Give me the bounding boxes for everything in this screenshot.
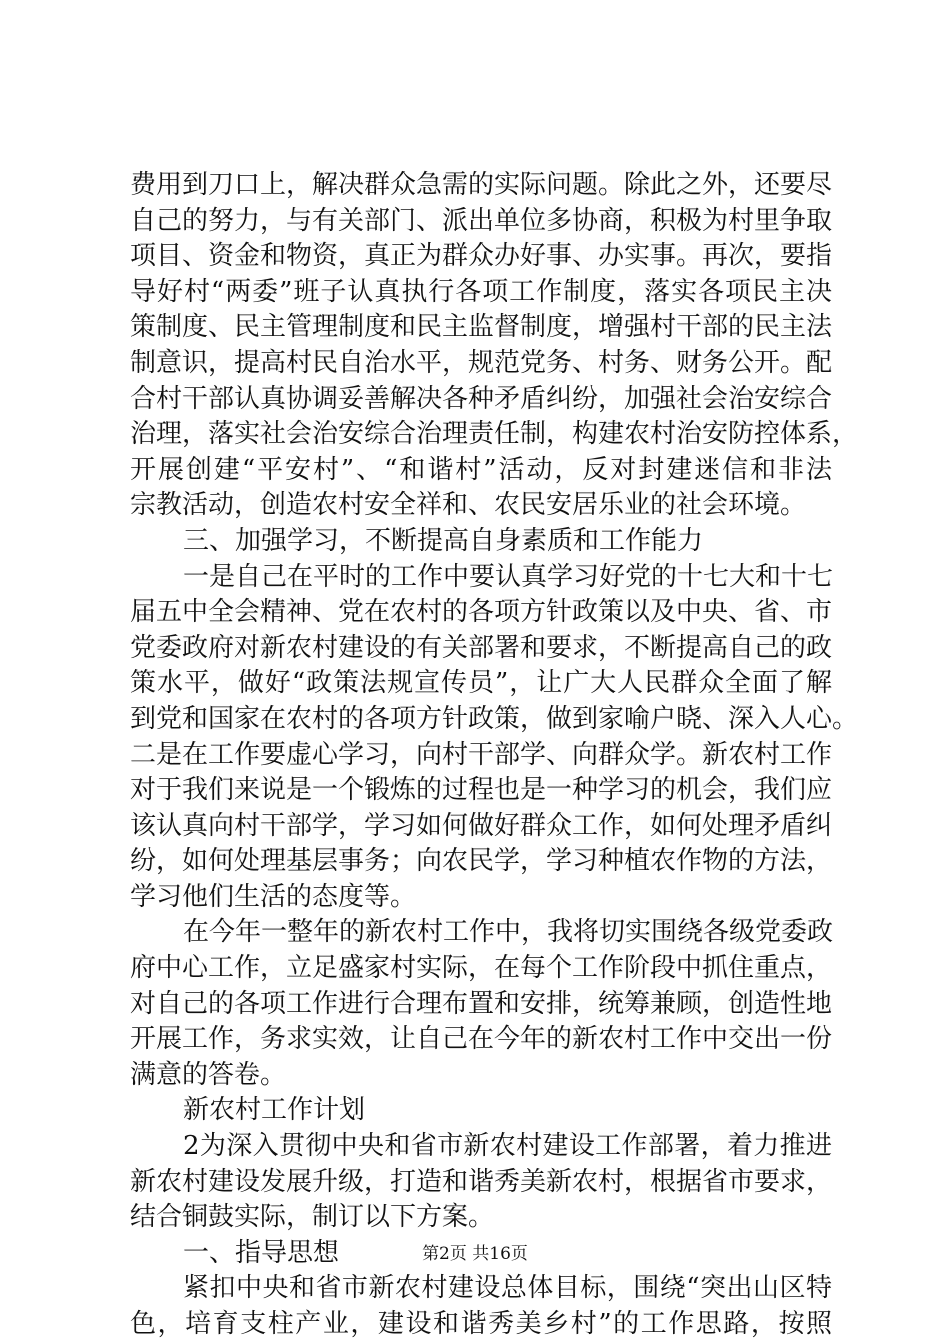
text-line: 府中心工作，立足盛家村实际，在每个工作阶段中抓住重点，	[130, 953, 833, 984]
text-line: 对自己的各项工作进行合理布置和安排，统筹兼顾，创造性地	[130, 988, 833, 1019]
text-line: 满意的答卷。	[130, 1059, 287, 1090]
text-line: 自己的努力，与有关部门、派出单位多协商，积极为村里争取	[130, 205, 833, 236]
text-line: 策制度、民主管理制度和民主监督制度，增强村干部的民主法	[130, 312, 833, 343]
text-line: 色，培育支柱产业，建设和谐秀美乡村”的工作思路，按照	[130, 1309, 832, 1339]
text-line: 党委政府对新农村建设的有关部署和要求，不断提高自己的政	[130, 632, 833, 663]
document-body	[130, 168, 859, 1343]
section-heading: 一、指导思想	[183, 1237, 340, 1268]
text-line: 对于我们来说是一个锻炼的过程也是一种学习的机会，我们应	[130, 775, 833, 806]
page-number-footer: 第2页 共16页	[422, 1244, 528, 1264]
section-heading: 三、加强学习，不断提高自身素质和工作能力	[183, 525, 704, 556]
text-line: 到党和国家在农村的各项方针政策，做到家喻户晓、深入人心。	[130, 703, 859, 734]
text-line: 新农村建设发展升级，打造和谐秀美新农村，根据省市要求，	[130, 1166, 833, 1197]
text-line: 2为深入贯彻中央和省市新农村建设工作部署，着力推进	[183, 1131, 832, 1162]
text-line: 在今年一整年的新农村工作中，我将切实围绕各级党委政	[183, 917, 834, 948]
text-line: 开展创建“平安村”、“和谐村”活动，反对封建迷信和非法	[130, 454, 832, 485]
text-line: 纷，如何处理基层事务；向农民学，学习种植农作物的方法，	[130, 846, 833, 877]
text-line: 该认真向村干部学，学习如何做好群众工作，如何处理矛盾纠	[130, 810, 833, 841]
text-line: 学习他们生活的态度等。	[130, 881, 417, 912]
text-line: 开展工作，务求实效，让自己在今年的新农村工作中交出一份	[130, 1024, 833, 1055]
text-line: 届五中全会精神、党在农村的各项方针政策以及中央、省、市	[130, 597, 833, 628]
text-line: 导好村“两委”班子认真执行各项工作制度，落实各项民主决	[130, 276, 832, 307]
text-line: 结合铜鼓实际，制订以下方案。	[130, 1202, 495, 1233]
text-line: 制意识，提高村民自治水平，规范党务、村务、财务公开。配	[130, 347, 833, 378]
section-title: 新农村工作计划	[183, 1095, 366, 1126]
text-line: 紧扣中央和省市新农村建设总体目标，围绕“突出山区特	[183, 1273, 832, 1304]
text-line: 一是自己在平时的工作中要认真学习好党的十七大和十七	[183, 561, 834, 592]
text-line: 二是在工作要虚心学习，向村干部学、向群众学。新农村工作	[130, 739, 833, 770]
text-line: 策水平，做好“政策法规宣传员”，让广大人民群众全面了解	[130, 668, 832, 699]
text-line: 治理，落实社会治安综合治理责任制，构建农村治安防控体系，	[130, 419, 859, 450]
text-line: 合村干部认真协调妥善解决各种矛盾纠纷，加强社会治安综合	[130, 383, 833, 414]
text-line: 项目、资金和物资，真正为群众办好事、办实事。再次，要指	[130, 241, 833, 272]
text-line: 宗教活动，创造农村安全祥和、农民安居乐业的社会环境。	[130, 490, 807, 521]
text-line: 费用到刀口上，解决群众急需的实际问题。除此之外，还要尽	[130, 170, 833, 200]
